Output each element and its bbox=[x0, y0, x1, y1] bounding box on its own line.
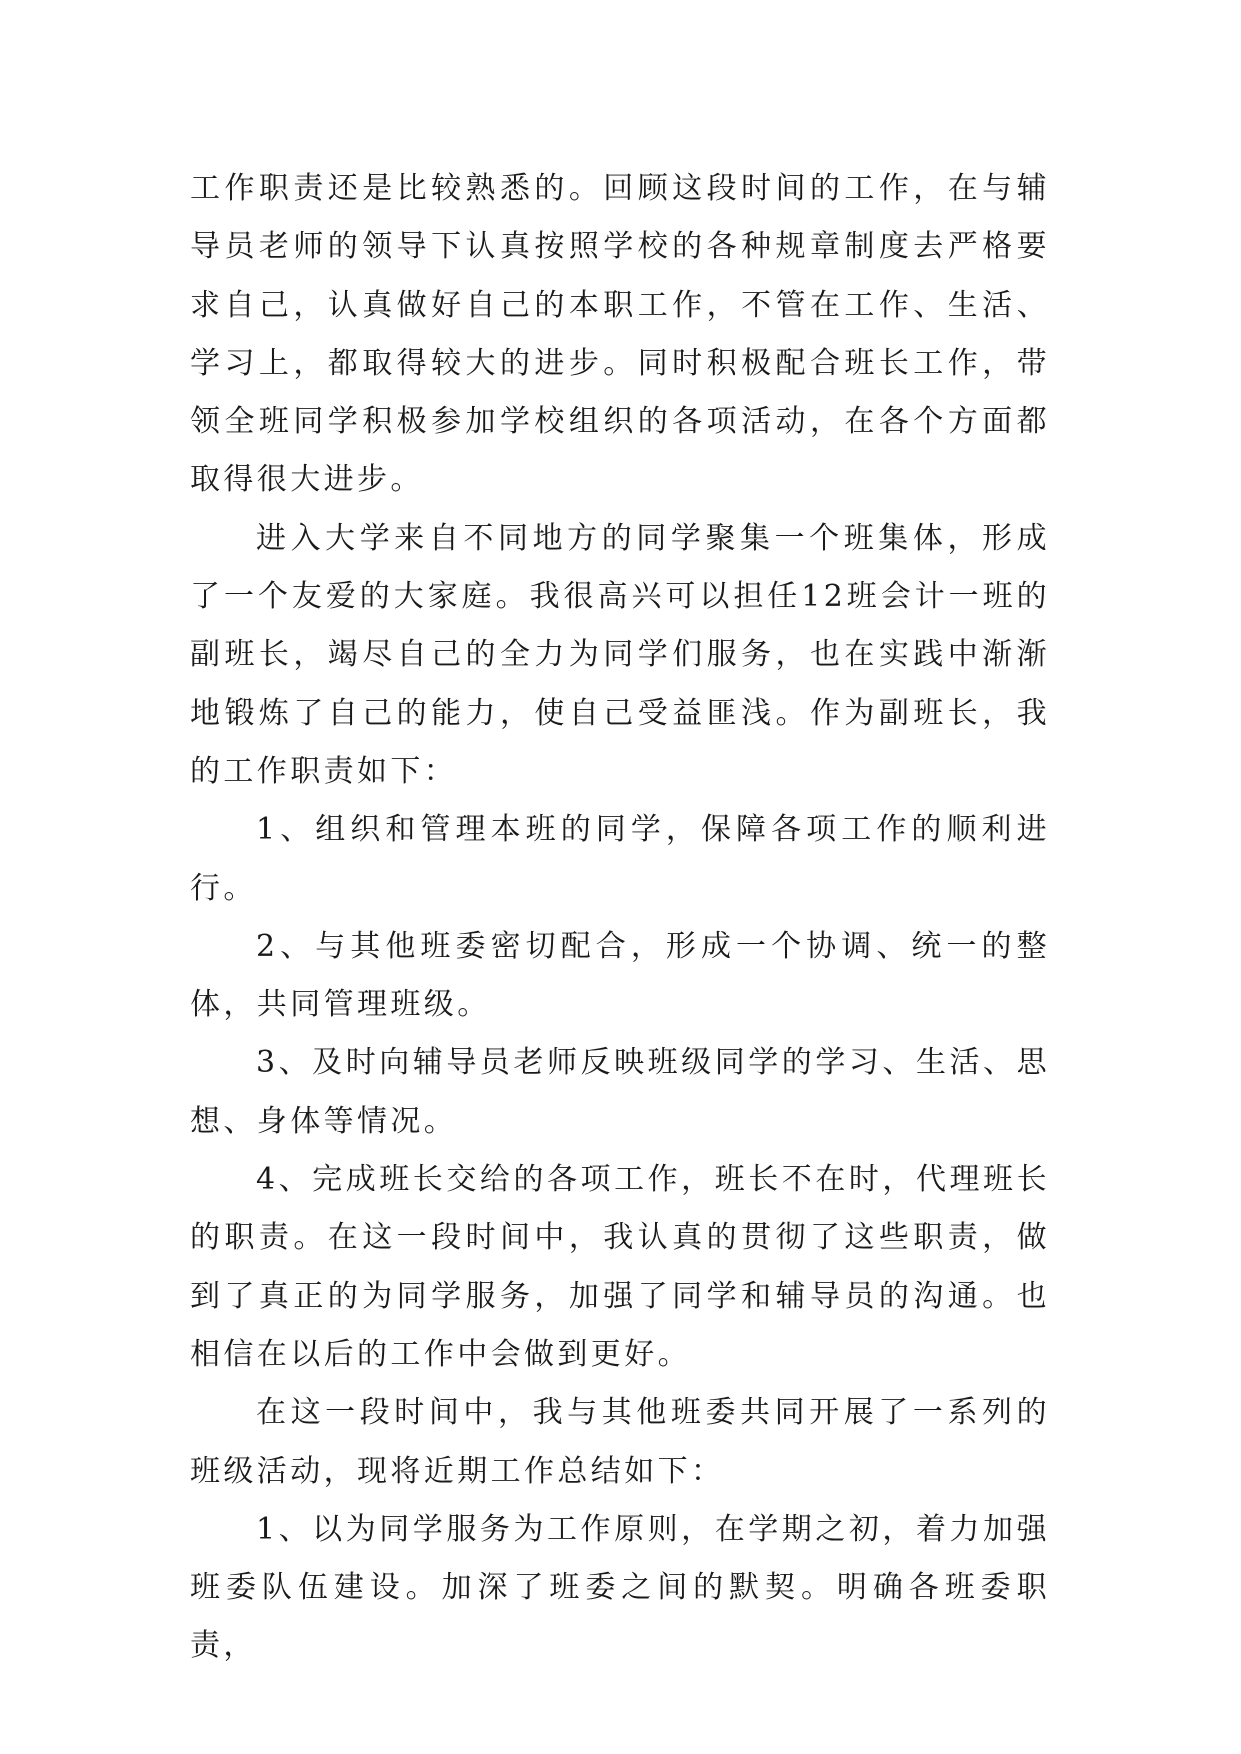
duty-item-2: 2、与其他班委密切配合，形成一个协调、统一的整体，共同管理班级。 bbox=[190, 928, 1050, 1023]
duty-item-3: 3、及时向辅导员老师反映班级同学的学习、生活、思想、身体等情况。 bbox=[190, 1045, 1050, 1139]
duty-item-1: 1、组织和管理本班的同学，保障各项工作的顺利进行。 bbox=[190, 812, 1050, 906]
summary-item-1: 1、以为同学服务为工作原则，在学期之初，着力加强班委队伍建设。加深了班委之间的默契。明确各班委职责， bbox=[190, 1511, 1050, 1664]
document-body bbox=[190, 160, 1050, 1676]
paragraph-intro: 进入大学来自不同地方的同学聚集一个班集体，形成了一个友爱的大家庭。我很高兴可以担任12班会计一班的副班长，竭尽自己的全力为同学们服务，也在实践中渐渐地锻炼了自己的能力，使自己受益匪浅。作为副班长，我的工作职责如下： bbox=[190, 520, 1050, 789]
paragraph-continuation: 工作职责还是比较熟悉的。回顾这段时间的工作，在与辅导员老师的领导下认真按照学校的各种规章制度去严格要求自己，认真做好自己的本职工作，不管在工作、生活、学习上，都取得较大的进步。同时积极配合班长工作，带领全班同学积极参加学校组织的各项活动，在各个方面都取得很大进步。 bbox=[190, 171, 1050, 498]
duty-item-4: 4、完成班长交给的各项工作，班长不在时，代理班长的职责。在这一段时间中，我认真的贯彻了这些职责，做到了真正的为同学服务，加强了同学和辅导员的沟通。也相信在以后的工作中会做到更好。 bbox=[190, 1162, 1050, 1372]
paragraph-summary-intro: 在这一段时间中，我与其他班委共同开展了一系列的班级活动，现将近期工作总结如下： bbox=[190, 1395, 1050, 1489]
